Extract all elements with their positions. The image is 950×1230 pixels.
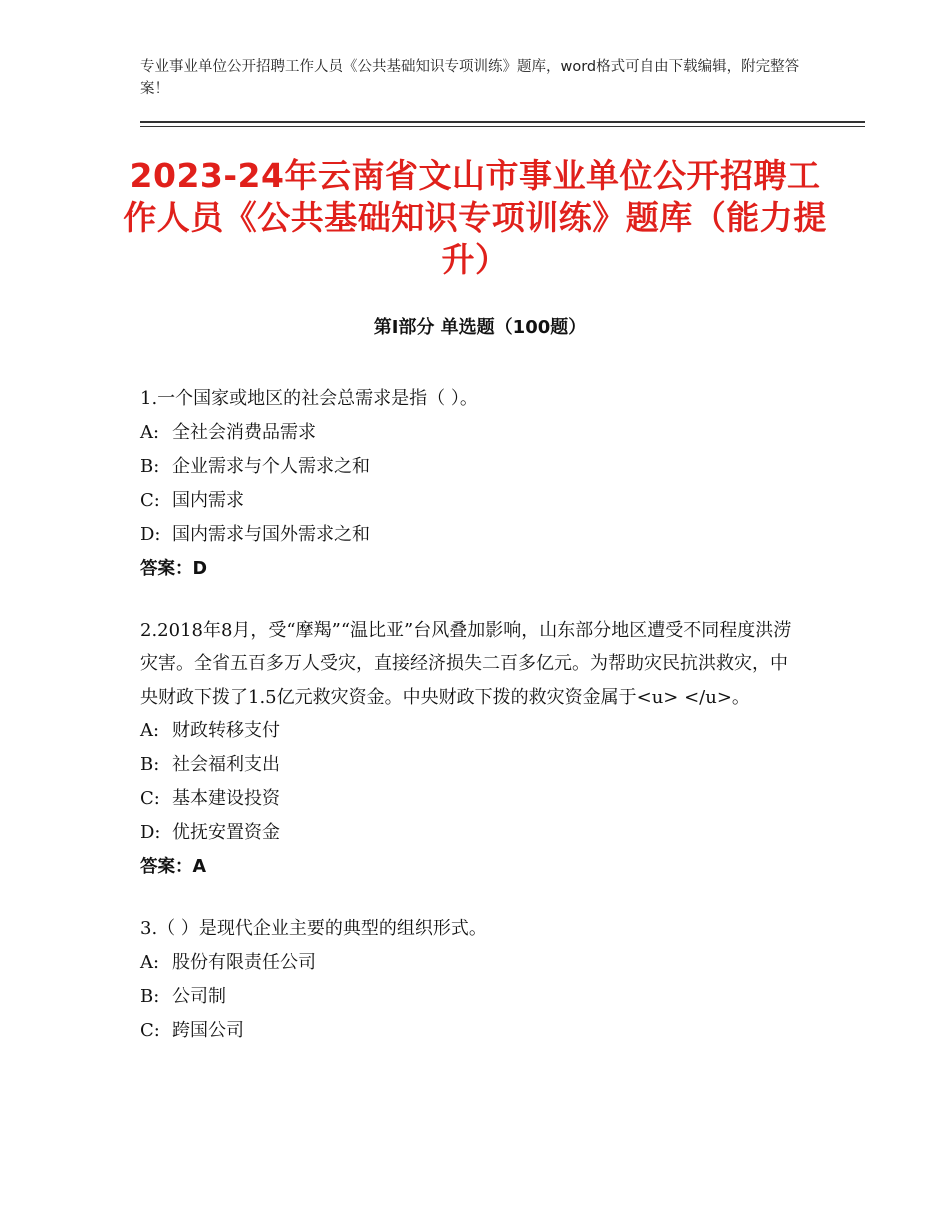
option-text: 股份有限责任公司: [172, 951, 316, 973]
option-letter: C:: [140, 489, 160, 511]
header-note: 专业事业单位公开招聘工作人员《公共基础知识专项训练》题库，word格式可自由下载编辑，附完整答案！: [140, 59, 800, 97]
question-stem: 3.（ ）是现代企业主要的典型的组织形式。: [140, 918, 487, 939]
answer-value: A: [192, 857, 207, 877]
option-c: [140, 782, 800, 816]
option-text: 基本建设投资: [172, 788, 280, 809]
question-3: [140, 912, 800, 1048]
option-a: [140, 416, 800, 450]
option-c: [140, 1014, 800, 1048]
option-b: [140, 450, 800, 484]
option-text: 社会福利支出: [172, 754, 280, 775]
question-stem: 2.2018年8月，受“摩羯”“温比亚”台风叠加影响，山东部分地区遭受不同程度洪涝灾害。全省五百多万人受灾，直接经济损失二百多亿元。为帮助灾民抗洪救灾，中央财政下拨了1.5亿元救灾资金。中央财政下拨的救灾资金属于<u> </u>。: [140, 619, 792, 708]
answer-value: D: [192, 558, 208, 579]
option-letter: D:: [140, 822, 161, 843]
option-letter: A:: [140, 421, 160, 443]
option-text: 财政转移支付: [172, 720, 280, 741]
option-text: 优抚安置资金: [172, 822, 280, 843]
option-a: [140, 714, 800, 748]
answer-prefix: 答案：: [140, 558, 193, 579]
question-1: [140, 382, 800, 586]
answer-line: [140, 850, 800, 884]
question-2: [140, 614, 800, 885]
option-letter: C:: [140, 1019, 160, 1041]
option-d: [140, 816, 800, 850]
option-letter: A:: [140, 951, 160, 973]
question-list: [140, 382, 800, 1076]
option-letter: B:: [140, 455, 160, 477]
answer-prefix: 答案：: [140, 857, 193, 877]
document-title: 2023-24年云南省文山市事业单位公开招聘工作人员《公共基础知识专项训练》题库（能力提升）: [123, 156, 827, 279]
option-c: [140, 484, 800, 518]
option-text: 国内需求与国外需求之和: [172, 523, 370, 545]
option-b: [140, 980, 800, 1014]
option-letter: B:: [140, 754, 160, 775]
header-rule-thin: [140, 126, 865, 127]
option-letter: D:: [140, 523, 161, 545]
option-text: 国内需求: [172, 489, 244, 511]
section-heading: 第Ⅰ部分 单选题（100题）: [373, 317, 587, 338]
question-stem: 1.一个国家或地区的社会总需求是指（ ）。: [140, 388, 478, 409]
option-text: 全社会消费品需求: [172, 421, 316, 443]
option-a: [140, 946, 800, 980]
header-rule-thick: [140, 121, 865, 123]
option-b: [140, 748, 800, 782]
option-letter: A:: [140, 720, 160, 741]
option-text: 跨国公司: [172, 1019, 244, 1041]
option-text: 企业需求与个人需求之和: [172, 455, 370, 477]
option-text: 公司制: [172, 985, 226, 1007]
option-letter: B:: [140, 985, 160, 1007]
option-d: [140, 518, 800, 552]
answer-line: [140, 552, 800, 586]
option-letter: C:: [140, 788, 160, 809]
